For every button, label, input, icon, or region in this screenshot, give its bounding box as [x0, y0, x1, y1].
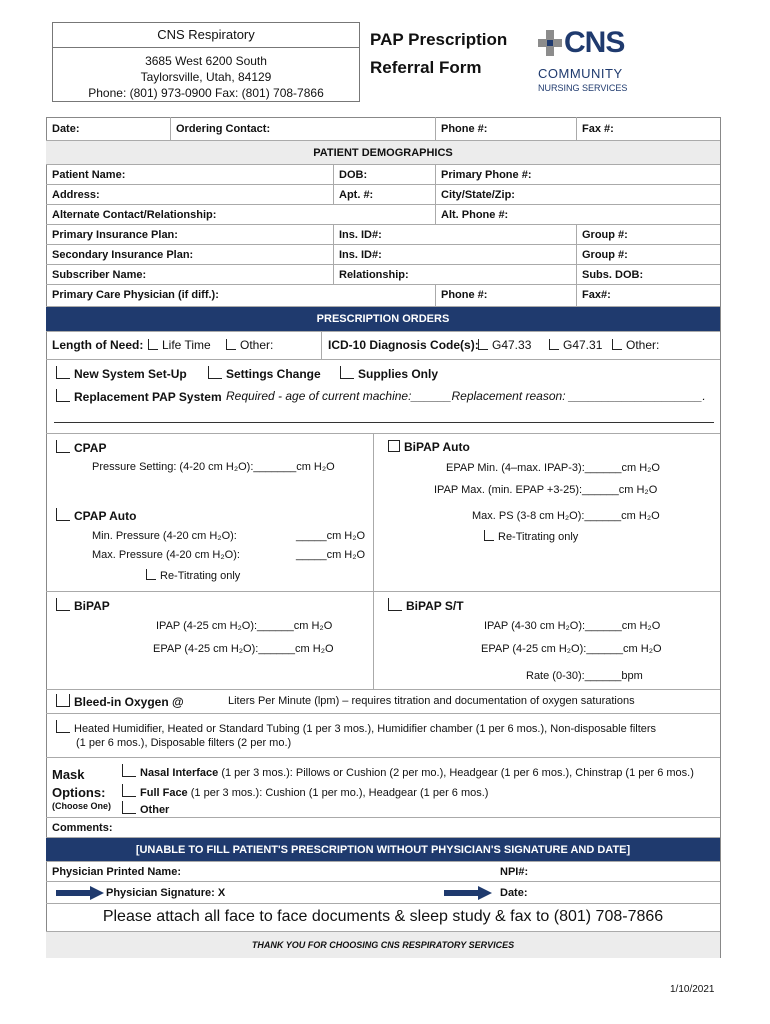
logo-sub-2: NURSING SERVICES: [538, 83, 628, 93]
city-state-zip-label: City/State/Zip:: [441, 189, 515, 201]
mask-label-2: Options:: [52, 785, 106, 800]
oxygen-option[interactable]: Bleed-in Oxygen @: [56, 694, 184, 709]
document-date: 1/10/2021: [670, 984, 715, 995]
ins-id-2-label: Ins. ID#:: [339, 249, 382, 261]
bipap-option[interactable]: BiPAP: [56, 598, 110, 613]
mask-other-option[interactable]: Other: [122, 801, 169, 816]
demo-row-1: [46, 165, 720, 185]
cpap-auto-min-unit: _____cm H₂O: [296, 530, 366, 542]
device-grid: [46, 434, 720, 690]
arrow-right-icon: [444, 886, 492, 900]
secondary-insurance-label: Secondary Insurance Plan:: [52, 249, 194, 261]
comments-row: [46, 818, 720, 838]
bipap-auto-max-ps: Max. PS (3-8 cm H₂O):______cm H₂O: [472, 510, 660, 522]
humidifier-option[interactable]: Heated Humidifier, Heated or Standard Tubing (1 per 3 mos.), Humidifier chamber (1 per 6 mos.), Non-disposable filters: [56, 720, 656, 735]
primary-insurance-label: Primary Insurance Plan:: [52, 229, 178, 241]
settings-change-option[interactable]: Settings Change: [208, 366, 321, 381]
bipap-epap: EPAP (4-25 cm H₂O):______cm H₂O: [153, 643, 334, 655]
fax-label: Fax #:: [582, 123, 614, 135]
length-other-option[interactable]: Other:: [226, 338, 273, 352]
lifetime-checkbox[interactable]: [148, 339, 158, 350]
thanks-note: THANK YOU FOR CHOOSING CNS RESPIRATORY SERVICES: [251, 940, 515, 950]
humidifier-line-2: (1 per 6 mos.), Disposable filters (2 per mo.): [76, 737, 292, 749]
relationship-label: Relationship:: [339, 269, 409, 281]
demo-row-5: [46, 245, 720, 265]
mask-row: [46, 758, 720, 818]
setup-section: [46, 360, 720, 434]
bipap-auto-option[interactable]: BiPAP Auto: [388, 440, 470, 454]
pcp-fax-label: Fax#:: [582, 289, 611, 301]
form-title-1: PAP Prescription: [370, 30, 508, 49]
replacement-checkbox[interactable]: [56, 389, 70, 402]
physician-signature-label: Physician Signature: X: [106, 887, 226, 899]
pcp-phone-label: Phone #:: [441, 289, 488, 301]
demo-row-4: [46, 225, 720, 245]
cpap-auto-max: Max. Pressure (4-20 cm H₂O):: [92, 549, 240, 561]
demographics-header: PATIENT DEMOGRAPHICS: [46, 141, 720, 165]
length-other-checkbox[interactable]: [226, 339, 236, 350]
alt-phone-label: Alt. Phone #:: [441, 209, 509, 221]
cpap-auto-retitrating[interactable]: Re-Titrating only: [146, 569, 240, 582]
printed-name-row: [46, 862, 720, 882]
address-box: [52, 22, 360, 102]
signature-row: [46, 882, 720, 904]
settings-change-checkbox[interactable]: [208, 366, 222, 379]
cpap-auto-retitrating-checkbox[interactable]: [146, 569, 156, 580]
icd-other-checkbox[interactable]: [612, 339, 622, 350]
subs-dob-label: Subs. DOB:: [582, 269, 644, 281]
nasal-interface-option[interactable]: Nasal Interface (1 per 3 mos.): Pillows or Cushion (2 per mo.), Headgear (1 per 6 mos.), Chinstrap (1 per 6 mos.): [122, 764, 694, 779]
cpap-pressure: Pressure Setting: (4-20 cm H₂O):_______cm H₂O: [92, 461, 335, 473]
bipap-auto-ipap-max: IPAP Max. (min. EPAP +3-25):______cm H₂O: [434, 484, 658, 496]
supplies-only-option[interactable]: Supplies Only: [340, 366, 438, 381]
mask-choose-one: (Choose One): [52, 801, 112, 811]
patient-name-label: Patient Name:: [52, 169, 126, 181]
alt-contact-label: Alternate Contact/Relationship:: [52, 209, 217, 221]
signature-banner: [UNABLE TO FILL PATIENT'S PRESCRIPTION WITHOUT PHYSICIAN'S SIGNATURE AND DATE]: [46, 838, 720, 862]
mask-other-checkbox[interactable]: [122, 801, 136, 814]
phone-fax: Phone: (801) 973-0900 Fax: (801) 708-7866: [88, 86, 324, 100]
ordering-contact-label: Ordering Contact:: [176, 123, 271, 135]
bipap-st-rate: Rate (0-30):______bpm: [526, 670, 643, 682]
org-name: CNS Respiratory: [53, 27, 359, 48]
address-line-2: Taylorsville, Utah, 84129: [140, 70, 272, 84]
cpap-checkbox[interactable]: [56, 440, 70, 453]
bipap-checkbox[interactable]: [56, 598, 70, 611]
logo-sub-1: COMMUNITY: [538, 66, 623, 81]
pcp-label: Primary Care Physician (if diff.):: [52, 289, 219, 301]
oxygen-checkbox[interactable]: [56, 694, 70, 707]
lifetime-option[interactable]: Life Time: [148, 338, 211, 352]
subscriber-name-label: Subscriber Name:: [52, 269, 147, 281]
nasal-interface-checkbox[interactable]: [122, 764, 136, 777]
physician-printed-name-label: Physician Printed Name:: [52, 866, 181, 878]
bipap-auto-epap-min: EPAP Min. (4–max. IPAP-3):______cm H₂O: [446, 462, 660, 474]
bipap-st-option[interactable]: BiPAP S/T: [388, 598, 464, 613]
g4733-option[interactable]: G47.33: [478, 338, 531, 352]
bipap-auto-retitrating[interactable]: Re-Titrating only: [484, 530, 578, 543]
signature-date-label: Date:: [500, 887, 528, 899]
length-of-need-row: [46, 332, 720, 360]
new-setup-checkbox[interactable]: [56, 366, 70, 379]
attach-row: [46, 904, 720, 932]
cpap-option[interactable]: CPAP: [56, 440, 106, 455]
cpap-auto-max-unit: _____cm H₂O: [296, 549, 366, 561]
thanks-row: [46, 932, 720, 958]
cross-icon: [538, 30, 562, 56]
full-face-checkbox[interactable]: [122, 784, 136, 797]
humidifier-checkbox[interactable]: [56, 720, 70, 733]
full-face-option[interactable]: Full Face (1 per 3 mos.): Cushion (1 per mo.), Headgear (1 per 6 mos.): [122, 784, 488, 799]
address-line-1: 3685 West 6200 South: [145, 54, 267, 68]
cpap-auto-min: Min. Pressure (4-20 cm H₂O):: [92, 530, 237, 542]
arrow-right-icon: [56, 886, 104, 900]
group-1-label: Group #:: [582, 229, 628, 241]
g4731-option[interactable]: G47.31: [549, 338, 602, 352]
cpap-auto-checkbox[interactable]: [56, 508, 70, 521]
form-title-2: Referral Form: [370, 58, 482, 77]
new-setup-option[interactable]: New System Set-Up: [56, 366, 187, 381]
replacement-note: Required - age of current machine:______Replacement reason: ____________________.: [226, 389, 706, 403]
npi-label: NPI#:: [500, 866, 529, 878]
demo-row-7: [46, 285, 720, 307]
ins-id-1-label: Ins. ID#:: [339, 229, 382, 241]
logo-text: CNS: [564, 26, 625, 59]
oxygen-row: [46, 690, 720, 714]
bipap-ipap: IPAP (4-25 cm H₂O):______cm H₂O: [156, 620, 333, 632]
supplies-only-checkbox[interactable]: [340, 366, 354, 379]
mask-label-1: Mask: [52, 767, 85, 782]
g4731-checkbox[interactable]: [549, 339, 559, 350]
g4733-checkbox[interactable]: [478, 339, 488, 350]
cns-logo: [536, 26, 646, 96]
phone-label: Phone #:: [441, 123, 488, 135]
bipap-st-checkbox[interactable]: [388, 598, 402, 611]
demo-row-6: [46, 265, 720, 285]
address-label: Address:: [52, 189, 100, 201]
length-of-need-label: Length of Need:: [52, 338, 144, 352]
icd10-label: ICD-10 Diagnosis Code(s):: [328, 338, 479, 352]
bipap-auto-checkbox[interactable]: [388, 440, 400, 452]
primary-phone-label: Primary Phone #:: [441, 169, 532, 181]
replacement-option[interactable]: Replacement PAP System: [56, 389, 222, 404]
bipap-auto-retitrating-checkbox[interactable]: [484, 530, 494, 541]
attach-note: Please attach all face to face documents & sleep study & fax to (801) 708-7866: [102, 908, 664, 925]
apt-label: Apt. #:: [339, 189, 374, 201]
demo-row-3: [46, 205, 720, 225]
oxygen-note: Liters Per Minute (lpm) – requires titration and documentation of oxygen saturations: [228, 695, 635, 707]
demo-row-2: [46, 185, 720, 205]
date-label: Date:: [52, 123, 80, 135]
humidifier-row: [46, 714, 720, 758]
group-2-label: Group #:: [582, 249, 628, 261]
comments-label: Comments:: [52, 822, 113, 834]
bipap-st-epap: EPAP (4-25 cm H₂O):______cm H₂O: [481, 643, 662, 655]
dob-label: DOB:: [339, 169, 368, 181]
top-row: [46, 117, 720, 141]
cpap-auto-option[interactable]: CPAP Auto: [56, 508, 136, 523]
icd-other-option[interactable]: Other:: [612, 338, 659, 352]
orders-header: PRESCRIPTION ORDERS: [46, 307, 720, 332]
bipap-st-ipap: IPAP (4-30 cm H₂O):______cm H₂O: [484, 620, 661, 632]
